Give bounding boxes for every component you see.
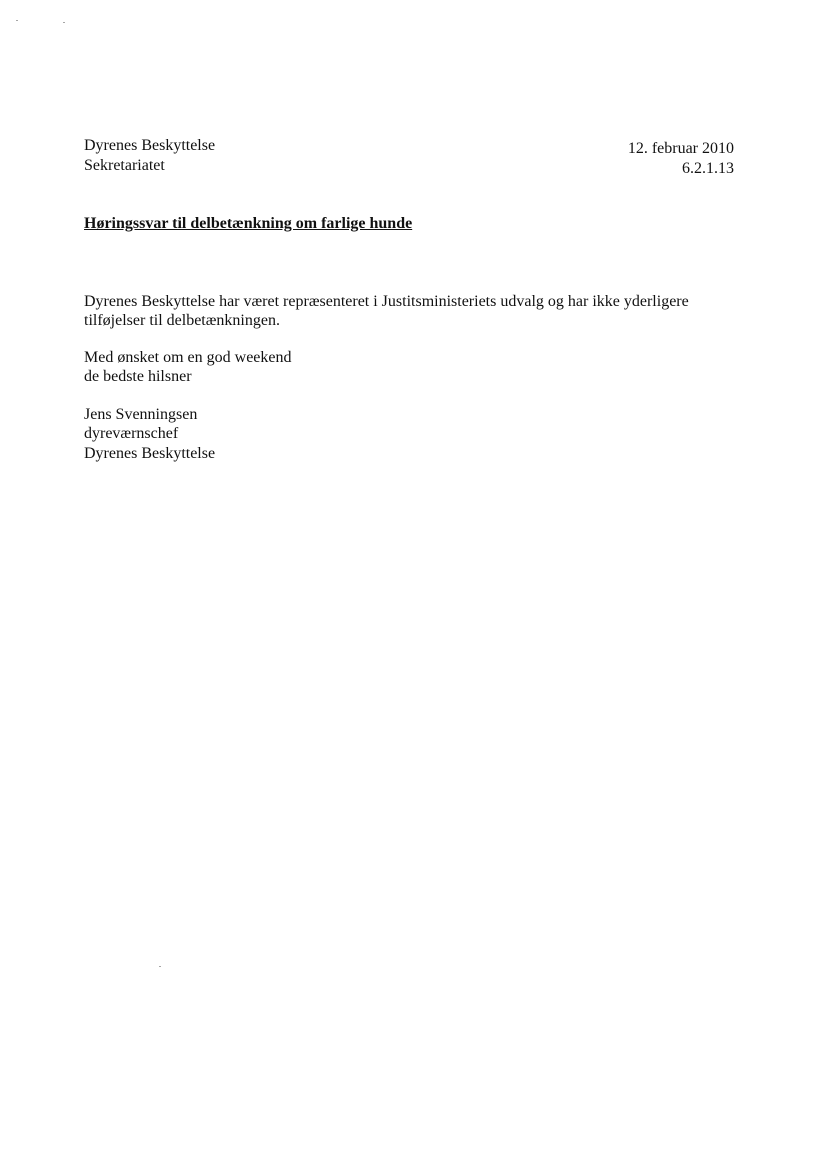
sender-department: Sekretariatet: [84, 157, 165, 174]
signature-organization: Dyrenes Beskyttelse: [84, 445, 216, 462]
signature-title: dyreværnschef: [84, 425, 179, 442]
reference-number: 6.2.1.13: [682, 160, 734, 177]
sender-organization: Dyrenes Beskyttelse: [84, 137, 216, 154]
scan-speck: [159, 966, 161, 967]
letter-date: 12. februar 2010: [627, 140, 734, 157]
closing-line-2: de bedste hilsner: [84, 368, 192, 385]
body-paragraph-line-1: Dyrenes Beskyttelse har været repræsenteret i Justitsministeriets udvalg og har ikke yderligere: [84, 293, 689, 310]
subject-heading: Høringssvar til delbetænkning om farlige hunde: [84, 215, 413, 232]
scan-speck: [63, 22, 65, 23]
signature-name: Jens Svenningsen: [84, 406, 198, 423]
closing-line-1: Med ønsket om en god weekend: [84, 349, 292, 366]
body-paragraph-line-2: tilføjelser til delbetænkningen.: [84, 312, 280, 329]
scan-speck: [16, 20, 18, 21]
